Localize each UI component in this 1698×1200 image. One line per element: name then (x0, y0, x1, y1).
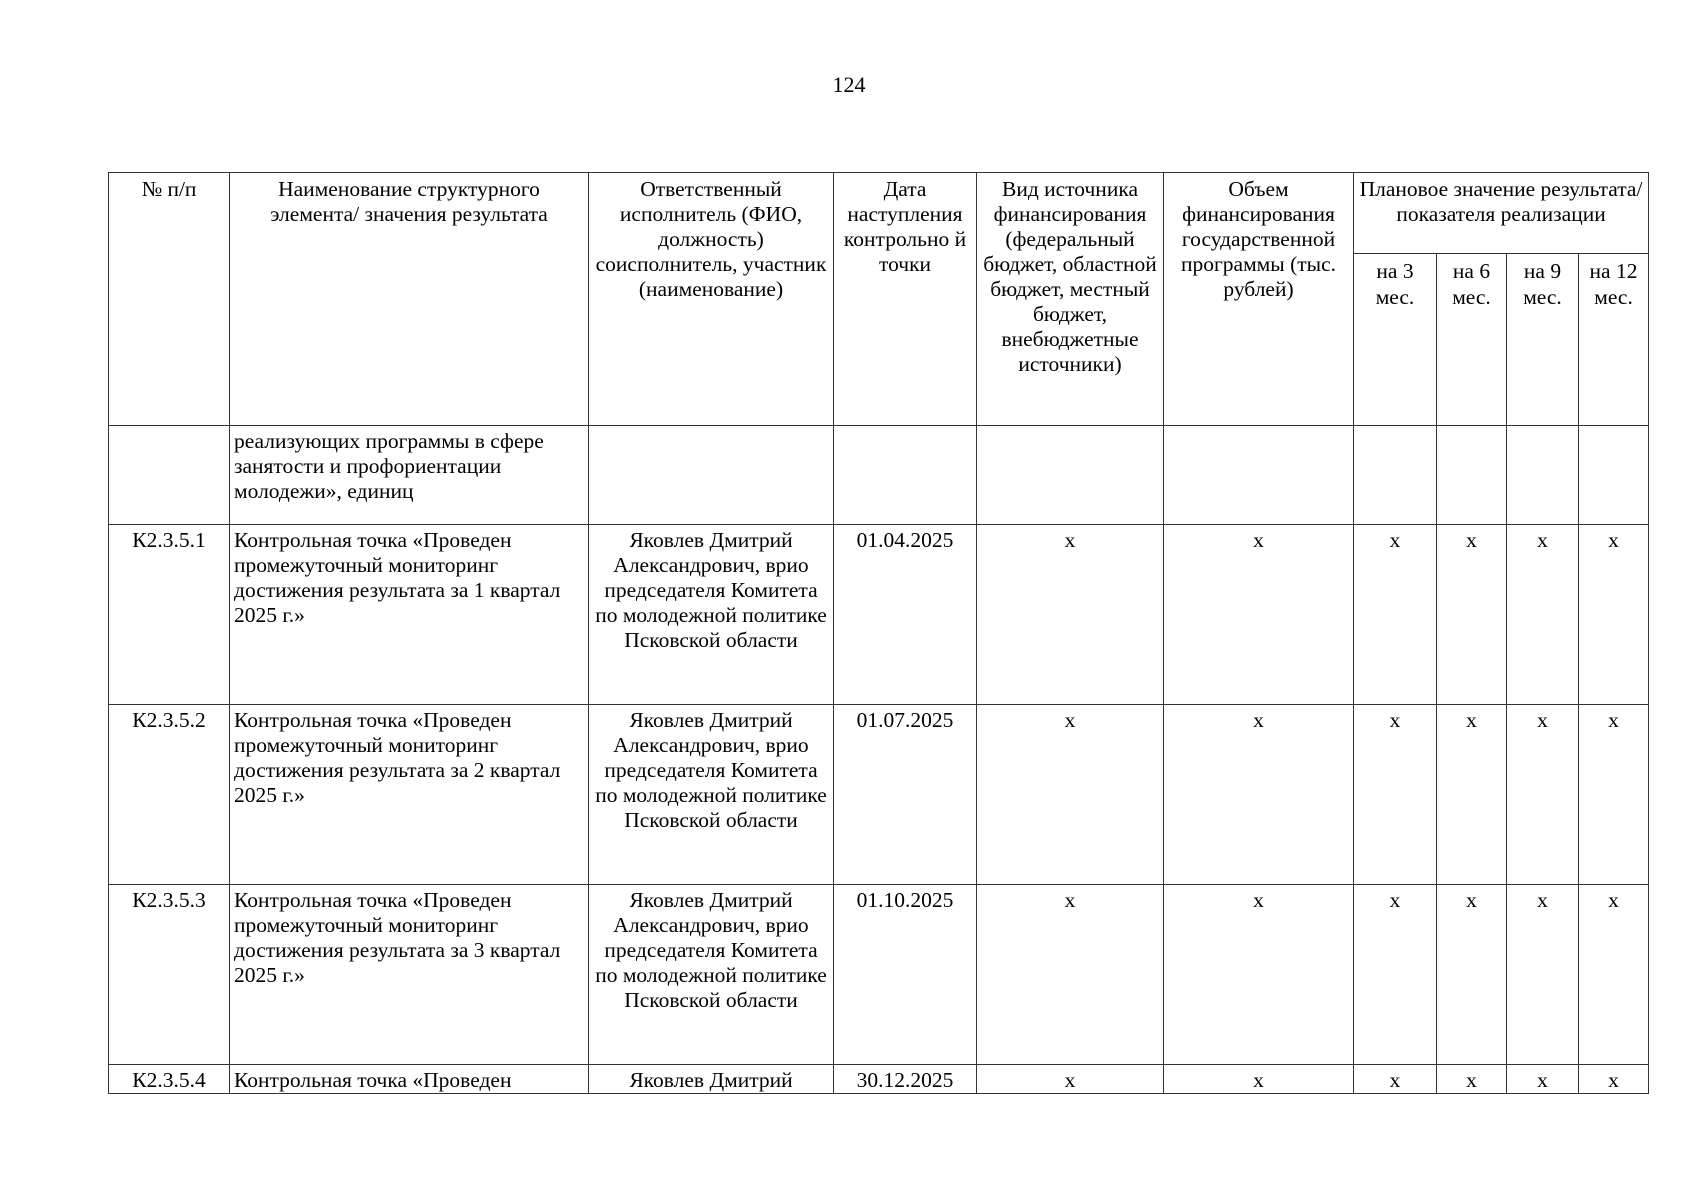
cell-responsible: Яковлев Дмитрий Александрович, врио председателя Комитета по молодежной политике Псковской области (589, 705, 834, 885)
cell-12-months: x (1579, 705, 1649, 885)
cell-12-months: x (1579, 1065, 1649, 1094)
cell-responsible: Яковлев Дмитрий Александрович, врио председателя Комитета по молодежной политике Псковской области (589, 525, 834, 705)
cell-date: 01.10.2025 (834, 885, 977, 1065)
cell-name: Контрольная точка «Проведен (230, 1065, 589, 1094)
cell-source (977, 426, 1164, 525)
header-num: № п/п (109, 173, 230, 426)
cell-6-months: x (1437, 525, 1507, 705)
cell-9-months: x (1507, 525, 1579, 705)
cell-6-months: x (1437, 885, 1507, 1065)
header-volume: Объем финансирования государственной программы (тыс. рублей) (1164, 173, 1354, 426)
cell-volume: x (1164, 705, 1354, 885)
continuation-row (109, 426, 1649, 525)
cell-9-months: x (1507, 705, 1579, 885)
cell-date (834, 426, 977, 525)
header-date: Дата наступления контрольно й точки (834, 173, 977, 426)
table-header (109, 173, 1649, 426)
cell-responsible: Яковлев Дмитрий Александрович, врио председателя Комитета по молодежной политике Псковской области (589, 885, 834, 1065)
cell-name: Контрольная точка «Проведен промежуточный мониторинг достижения результата за 2 квартал 2025 г.» (230, 705, 589, 885)
cell-num: К2.3.5.1 (109, 525, 230, 705)
table-row (109, 705, 1649, 885)
header-6-months: на 6 мес. (1437, 254, 1507, 426)
header-source: Вид источника финансирования (федеральный бюджет, областной бюджет, местный бюджет, внебюджетные источники) (977, 173, 1164, 426)
header-12-months: на 12 мес. (1579, 254, 1649, 426)
cell-source: x (977, 705, 1164, 885)
cell-name: реализующих программы в сфере занятости и профориентации молодежи», единиц (230, 426, 589, 525)
table-row (109, 885, 1649, 1065)
cell-num: К2.3.5.2 (109, 705, 230, 885)
table-row (109, 525, 1649, 705)
cell-volume: x (1164, 1065, 1354, 1094)
cell-12-months: x (1579, 885, 1649, 1065)
cell-source: x (977, 885, 1164, 1065)
cell-volume (1164, 426, 1354, 525)
cell-9-months (1507, 426, 1579, 525)
header-planned: Плановое значение результата/показателя реализации (1354, 173, 1649, 254)
cell-volume: x (1164, 885, 1354, 1065)
header-9-months: на 9 мес. (1507, 254, 1579, 426)
cell-responsible: Яковлев Дмитрий (589, 1065, 834, 1094)
header-3-months: на 3 мес. (1354, 254, 1437, 426)
control-points-table (108, 172, 1649, 1094)
cell-3-months: x (1354, 705, 1437, 885)
cell-num (109, 426, 230, 525)
cell-source: x (977, 1065, 1164, 1094)
cell-date: 01.04.2025 (834, 525, 977, 705)
cell-3-months: x (1354, 885, 1437, 1065)
cell-num: К2.3.5.4 (109, 1065, 230, 1094)
cell-6-months: x (1437, 1065, 1507, 1094)
cell-9-months: x (1507, 1065, 1579, 1094)
cell-3-months: x (1354, 1065, 1437, 1094)
cell-12-months: x (1579, 525, 1649, 705)
header-responsible: Ответственный исполнитель (ФИО, должность) соисполнитель, участник (наименование) (589, 173, 834, 426)
cell-name: Контрольная точка «Проведен промежуточный мониторинг достижения результата за 3 квартал 2025 г.» (230, 885, 589, 1065)
table-row (109, 1065, 1649, 1094)
cell-date: 01.07.2025 (834, 705, 977, 885)
cell-date: 30.12.2025 (834, 1065, 977, 1094)
header-name: Наименование структурного элемента/ значения результата (230, 173, 589, 426)
cell-name: Контрольная точка «Проведен промежуточный мониторинг достижения результата за 1 квартал 2025 г.» (230, 525, 589, 705)
cell-3-months: x (1354, 525, 1437, 705)
cell-volume: x (1164, 525, 1354, 705)
table-body (109, 426, 1649, 1094)
cell-responsible (589, 426, 834, 525)
cell-6-months (1437, 426, 1507, 525)
cell-9-months: x (1507, 885, 1579, 1065)
page-number: 124 (832, 72, 866, 97)
cell-num: К2.3.5.3 (109, 885, 230, 1065)
cell-6-months: x (1437, 705, 1507, 885)
cell-12-months (1579, 426, 1649, 525)
cell-3-months (1354, 426, 1437, 525)
cell-source: x (977, 525, 1164, 705)
